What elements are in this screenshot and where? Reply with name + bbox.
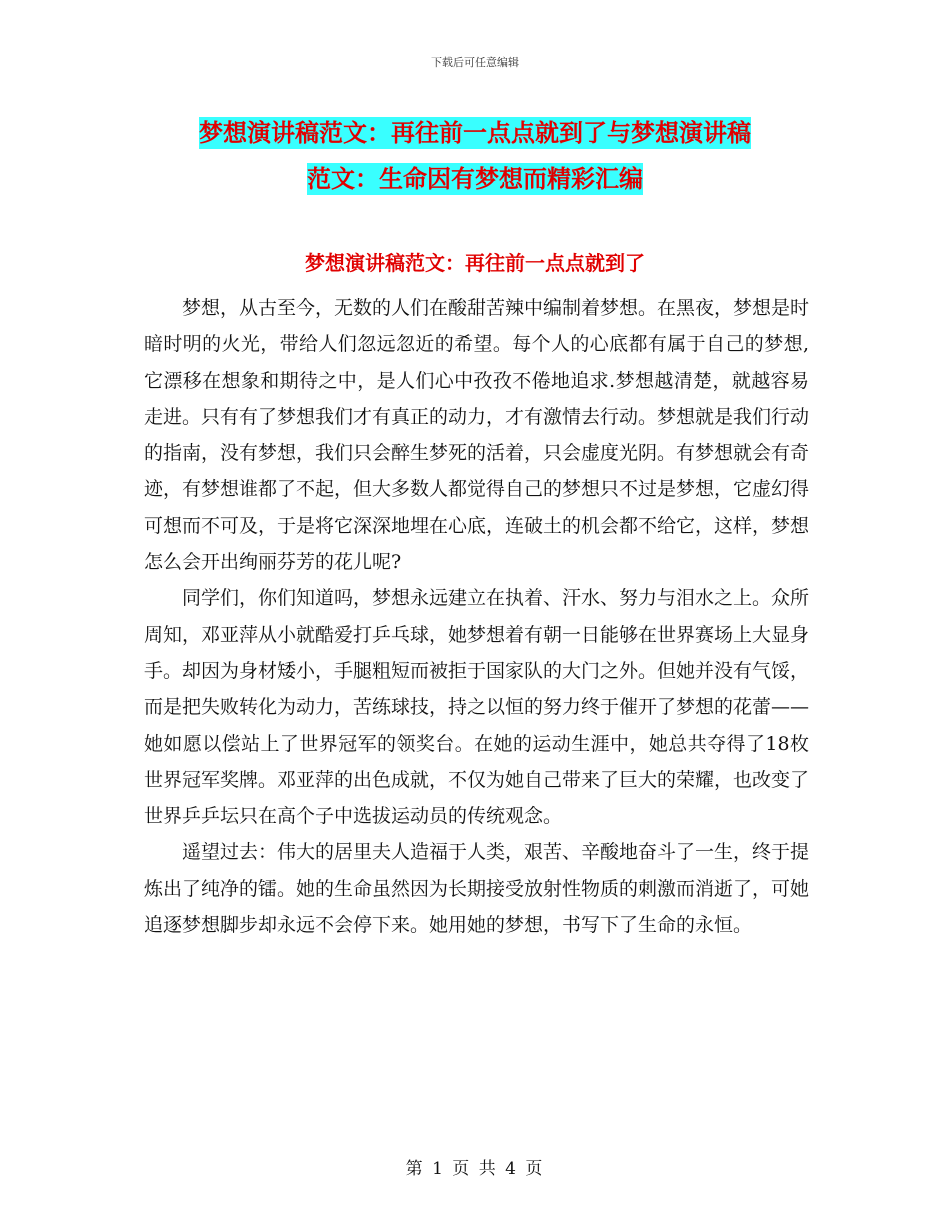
article-body (144, 290, 809, 943)
document-title (0, 110, 950, 202)
title-highlight-2: 范文：生命因有梦想而精彩汇编 (307, 165, 643, 193)
section-heading: 梦想演讲稿范文：再往前一点点就到了 (305, 251, 645, 275)
paragraph: 同学们，你们知道吗，梦想永远建立在执着、汗水、努力与泪水之上。众所周知，邓亚萍从小就酷爱打乒乓球，她梦想着有朝一日能够在世界赛场上大显身手。却因为身材矮小，手腿粗短而被拒于国家队的大门之外。但她并没有气馁，而是把失败转化为动力，苦练球技，持之以恒的努力终于催开了梦想的花蕾——她如愿以偿站上了世界冠军的领奖台。在她的运动生涯中，她总共夺得了18枚世界冠军奖牌。邓亚萍的出色成就，不仅为她自己带来了巨大的荣耀，也改变了世界乒乒坛只在高个子中选拔运动员的传统观念。 (144, 587, 810, 828)
paragraph: 梦想，从古至今，无数的人们在酸甜苦辣中编制着梦想。在黑夜，梦想是时暗时明的火光，带给人们忽远忽近的希望。每个人的心底都有属于自己的梦想,它漂移在想象和期待之中，是人们心中孜孜不倦地追求.梦想越清楚，就越容易走进。只有有了梦想我们才有真正的动力，才有激情去行动。梦想就是我们行动的指南，没有梦想，我们只会醉生梦死的活着，只会虚度光阴。有梦想就会有奇迹，有梦想谁都了不起，但大多数人都觉得自己的梦想只不过是梦想，它虚幻得可想而不可及，于是将它深深地埋在心底，连破土的机会都不给它，这样，梦想怎么会开出绚丽芬芳的花儿呢? (144, 297, 810, 574)
title-highlight-1: 梦想演讲稿范文：再往前一点点就到了与梦想演讲稿 (199, 119, 751, 147)
page-number-footer: 第 1 页 共 4 页 (405, 1159, 545, 1179)
document-title-line-2 (0, 156, 950, 202)
paragraph: 遥望过去：伟大的居里夫人造福于人类，艰苦、辛酸地奋斗了一生，终于提炼出了纯净的镭。她的生命虽然因为长期接受放射性物质的刺激而消逝了，可她追逐梦想脚步却永远不会停下来。她用她的梦想，书写下了生命的永恒。 (144, 841, 810, 937)
page-header-note: 下载后可任意编辑 (431, 56, 519, 69)
document-title-line-1 (0, 110, 950, 156)
